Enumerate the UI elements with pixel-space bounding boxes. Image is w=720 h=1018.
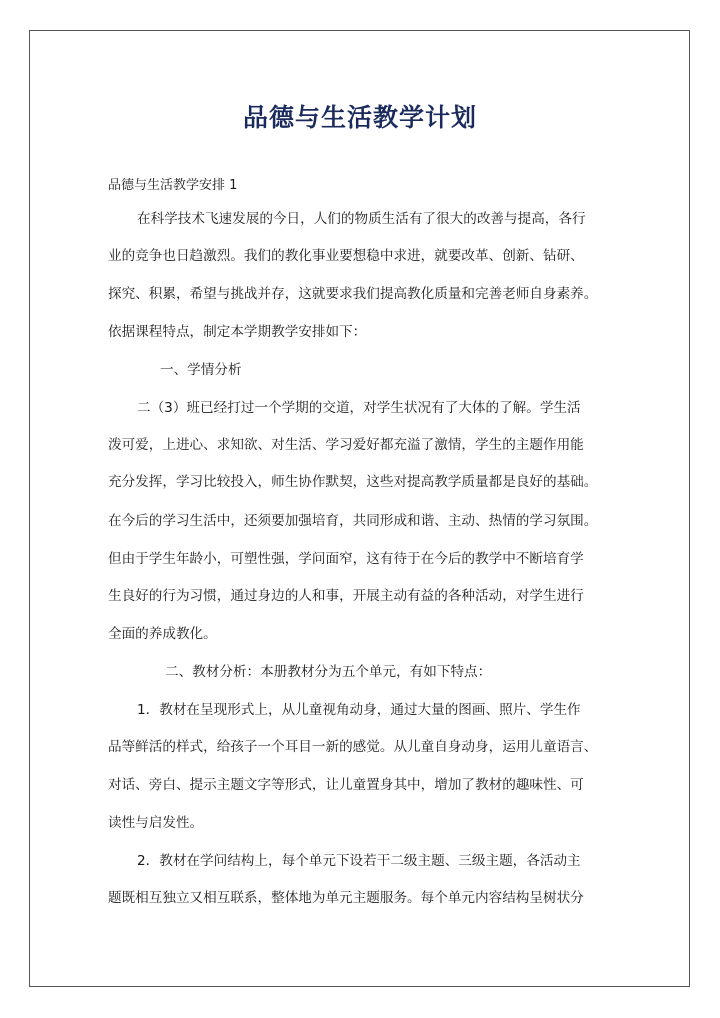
paragraph-line: 读性与启发性。 [108, 815, 204, 831]
document-title: 品德与生活教学计划 [242, 103, 477, 132]
paragraph-line: 品等鲜活的样式，给孩子一个耳目一新的感觉。从儿童自身动身，运用儿童语言、 [108, 739, 598, 755]
paragraph-line: 生良好的行为习惯，通过身边的人和事，开展主动有益的各种活动，对学生进行 [108, 588, 584, 604]
paragraph-line: 对话、旁白、提示主题文字等形式，让儿童置身其中，增加了教材的趣味性、可 [108, 777, 584, 793]
paragraph-line: 业的竞争也日趋激烈。我们的教化事业要想稳中求进，就要改革、创新、钻研、 [108, 248, 584, 264]
paragraph-line: 泼可爱，上进心、求知欲、对生活、学习爱好都充溢了激情，学生的主题作用能 [108, 437, 584, 453]
paragraph-line: 探究、积累，希望与挑战并存，这就要求我们提高教化质量和完善老师自身素养。 [108, 286, 598, 302]
paragraph-line: 充分发挥，学习比较投入，师生协作默契，这些对提高教学质量都是良好的基础。 [108, 474, 598, 490]
paragraph-line: 在科学技术飞速发展的今日，人们的物质生活有了很大的改善与提高，各行 [137, 211, 586, 227]
paragraph-line: 二（3）班已经打过一个学期的交道，对学生状况有了大体的了解。学生活 [137, 400, 581, 416]
paragraph-line: 全面的养成教化。 [108, 626, 217, 642]
paragraph-line: 在今后的学习生活中，还须要加强培育，共同形成和谐、主动、热情的学习氛围。 [108, 513, 598, 529]
paragraph-line: 题既相互独立又相互联系，整体地为单元主题服务。每个单元内容结构呈树状分 [108, 890, 584, 906]
section-heading: 一、学情分析 [160, 362, 242, 378]
paragraph-line: 依据课程特点，制定本学期教学安排如下： [108, 324, 367, 340]
section-heading: 二、教材分析：本册教材分为五个单元，有如下特点： [165, 664, 492, 680]
document-subtitle: 品德与生活教学安排 1 [108, 178, 238, 193]
paragraph-line: 1．教材在呈现形式上，从儿童视角动身，通过大量的图画、照片、学生作 [137, 702, 581, 718]
paragraph-line: 2．教材在学问结构上，每个单元下设若干二级主题、三级主题，各活动主 [137, 853, 581, 869]
paragraph-line: 但由于学生年龄小，可塑性强，学问面窄，这有待于在今后的教学中不断培育学 [108, 551, 584, 567]
